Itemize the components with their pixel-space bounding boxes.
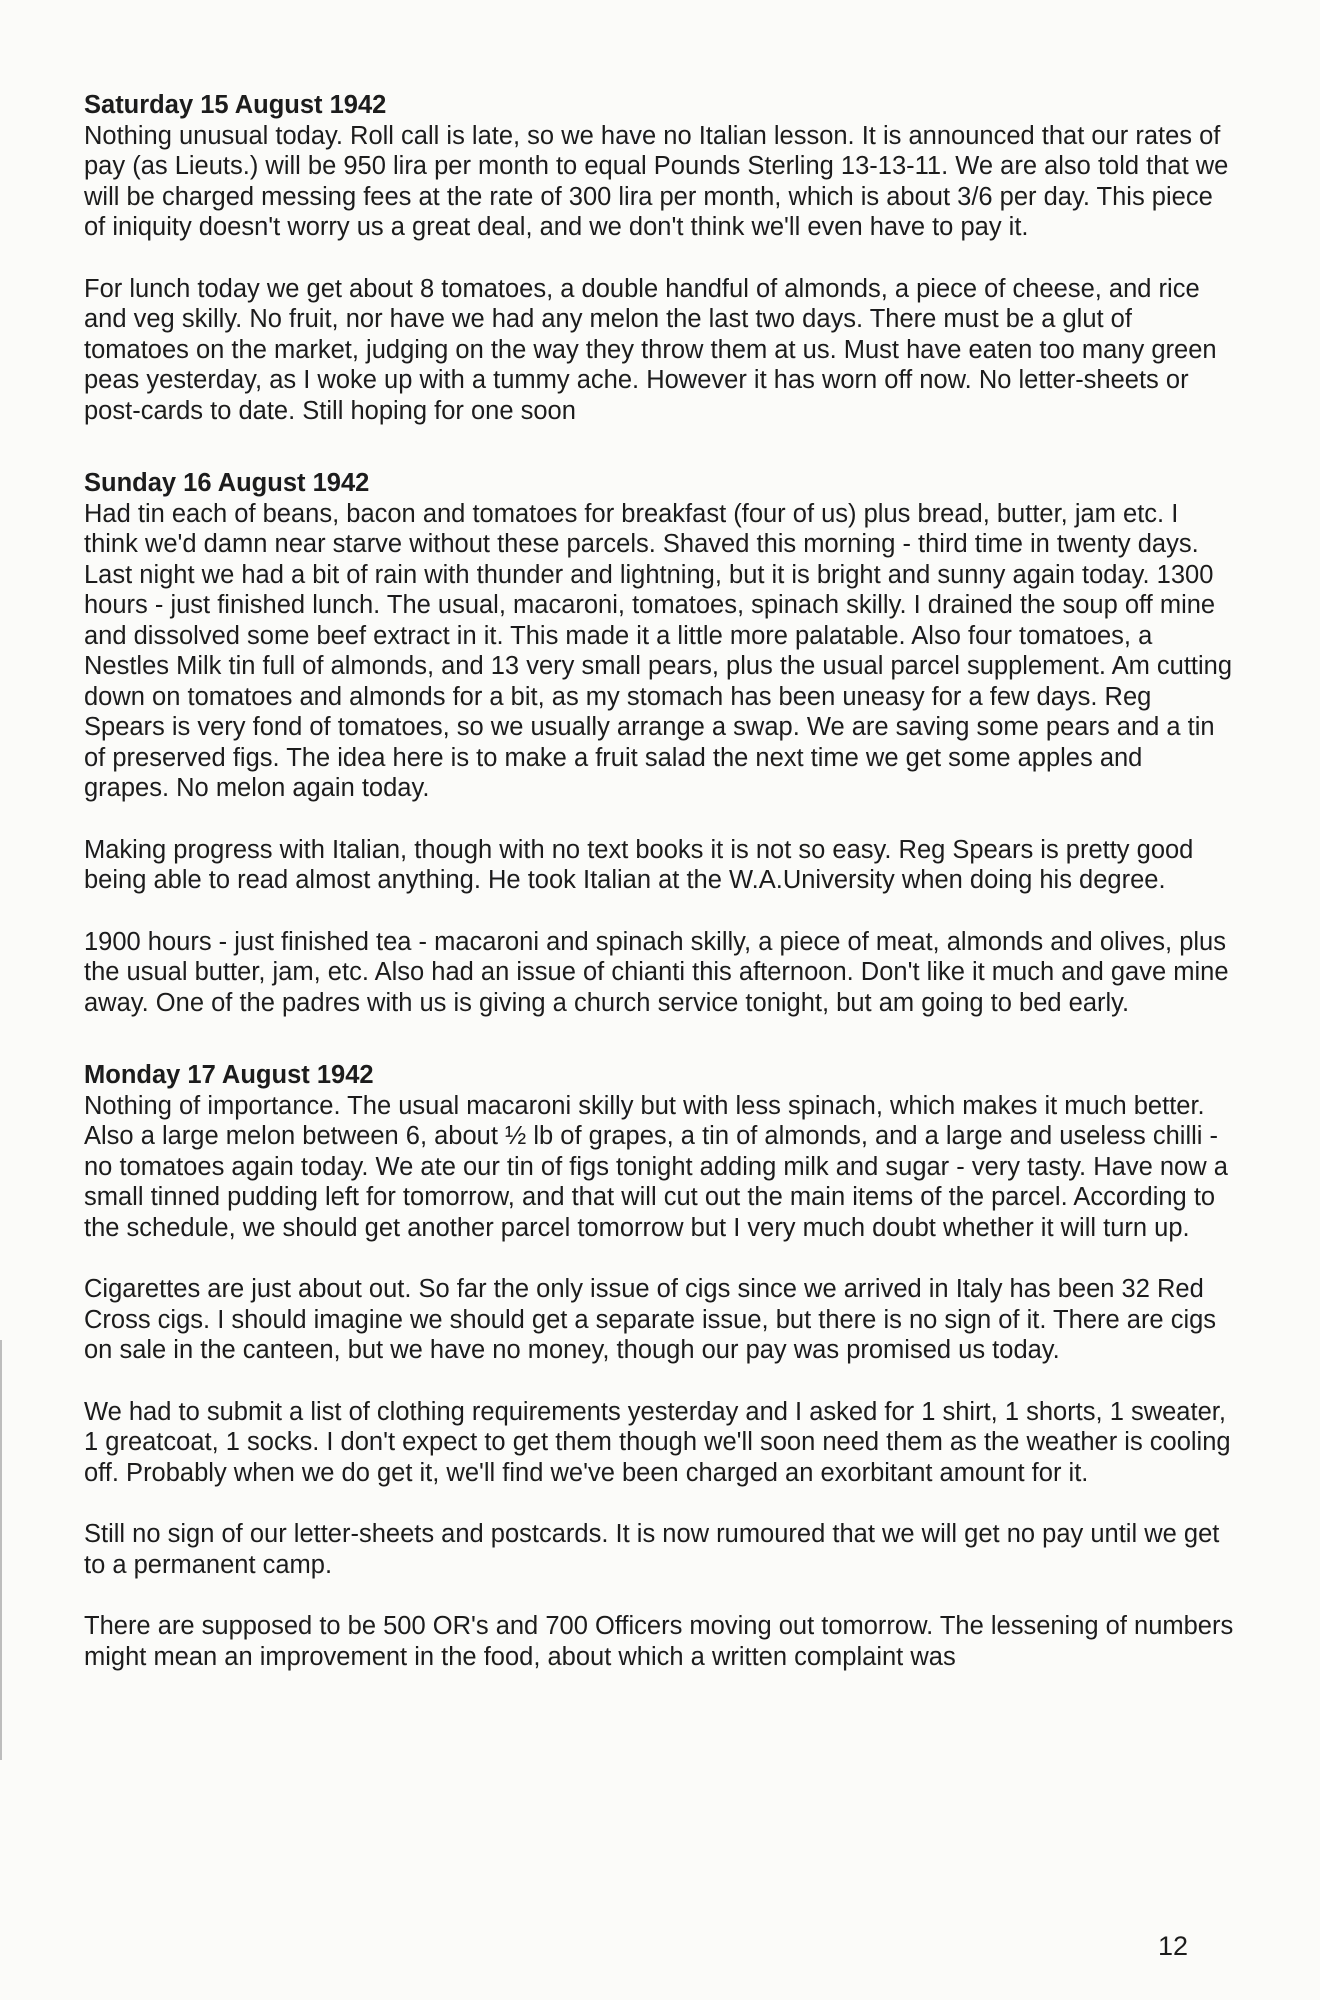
- entry-paragraph: Last night we had a bit of rain with thunder and lightning, but it is bright and sunny again today. 1300 hours - just finished lunch. The usual, macaroni, tomatoes, spinach skilly. I drained the soup off mine and dissolved some beef extract in it. This made it a little more palatable. Also four tomatoes, a Nestles Milk tin full of almonds, and 13 very small pears, plus the usual parcel supplement. Am cutting down on tomatoes and almonds for a bit, as my stomach has been uneasy for a few days. Reg Spears is very fond of tomatoes, so we usually arrange a swap. We are saving some pears and a tin of preserved figs. The idea here is to make a fruit salad the next time we get some apples and grapes. No melon again today.: [84, 560, 1233, 802]
- entry-paragraph: Had tin each of beans, bacon and tomatoes for breakfast (four of us) plus bread, butter, jam etc. I think we'd damn near starve without these parcels. Shaved this morning - third time in twenty days.: [84, 499, 1199, 558]
- entry-date-heading: Saturday 15 August 1942: [84, 91, 387, 119]
- entry-paragraph: Making progress with Italian, though with no text books it is not so easy. Reg Spears is pretty good being able to read almost anything. He took Italian at the W.A.University when doing his degree.: [84, 835, 1194, 894]
- entry-paragraph: Nothing unusual today. Roll call is late, so we have no Italian lesson. It is announced that our rates of pay (as Lieuts.) will be 950 lira per month to equal Pounds Sterling 13-13-11. We are also told that we will be charged messing fees at the rate of 300 lira per month, which is about 3/6 per day. This piece of iniquity doesn't worry us a great deal, and we don't think we'll even have to pay it.: [84, 121, 1229, 241]
- entry-paragraph: Still no sign of our letter-sheets and postcards. It is now rumoured that we will get no pay until we get to a permanent camp.: [84, 1520, 1220, 1579]
- entry-paragraph: 1900 hours - just finished tea - macaroni and spinach skilly, a piece of meat, almonds and olives, plus the usual butter, jam, etc. Also had an issue of chianti this afternoon. Don't like it much and gave mine away. One of the padres with us is giving a church service tonight, but am going to bed early.: [84, 927, 1229, 1017]
- entry-paragraph: We had to submit a list of clothing requirements yesterday and I asked for 1 shirt, 1 shorts, 1 sweater, 1 greatcoat, 1 socks. I don't expect to get them though we'll soon need them as the weather is cooling off. Probably when we do get it, we'll find we've been charged an exorbitant amount for it.: [84, 1397, 1231, 1487]
- entry-paragraph: There are supposed to be 500 OR's and 700 Officers moving out tomorrow. The lessening of numbers might mean an improvement in the food, about which a written complaint was: [84, 1612, 1234, 1671]
- entry-paragraph: Cigarettes are just about out. So far the only issue of cigs since we arrived in Italy has been 32 Red Cross cigs. I should imagine we should get a separate issue, but there is no sign of it. There are cigs on sale in the canteen, but we have no money, though our pay was promised us today.: [84, 1275, 1217, 1364]
- entry-date-heading: Sunday 16 August 1942: [84, 469, 370, 497]
- diary-page: [84, 90, 1234, 1672]
- page-number: 12: [1158, 1931, 1189, 1961]
- entry-paragraph: Nothing of importance. The usual macaroni skilly but with less spinach, which makes it much better. Also a large melon between 6, about ½ lb of grapes, a tin of almonds, and a large and useless chilli - no tomatoes again today. We ate our tin of figs tonight adding milk and sugar - very tasty. Have now a small tinned pudding left for tomorrow, and that will cut out the main items of the parcel. According to the schedule, we should get another parcel tomorrow but I very much doubt whether it will turn up.: [84, 1091, 1228, 1242]
- entry-date-heading: Monday 17 August 1942: [84, 1061, 374, 1089]
- scan-edge-line: [0, 1340, 2, 1760]
- entry-paragraph: For lunch today we get about 8 tomatoes, a double handful of almonds, a piece of cheese, and rice and veg skilly. No fruit, nor have we had any melon the last two days. There must be a glut of tomatoes on the market, judging on the way they throw them at us. Must have eaten too many green peas yesterday, as I woke up with a tummy ache. However it has worn off now. No letter-sheets or post-cards to date. Still hoping for one soon: [84, 274, 1217, 425]
